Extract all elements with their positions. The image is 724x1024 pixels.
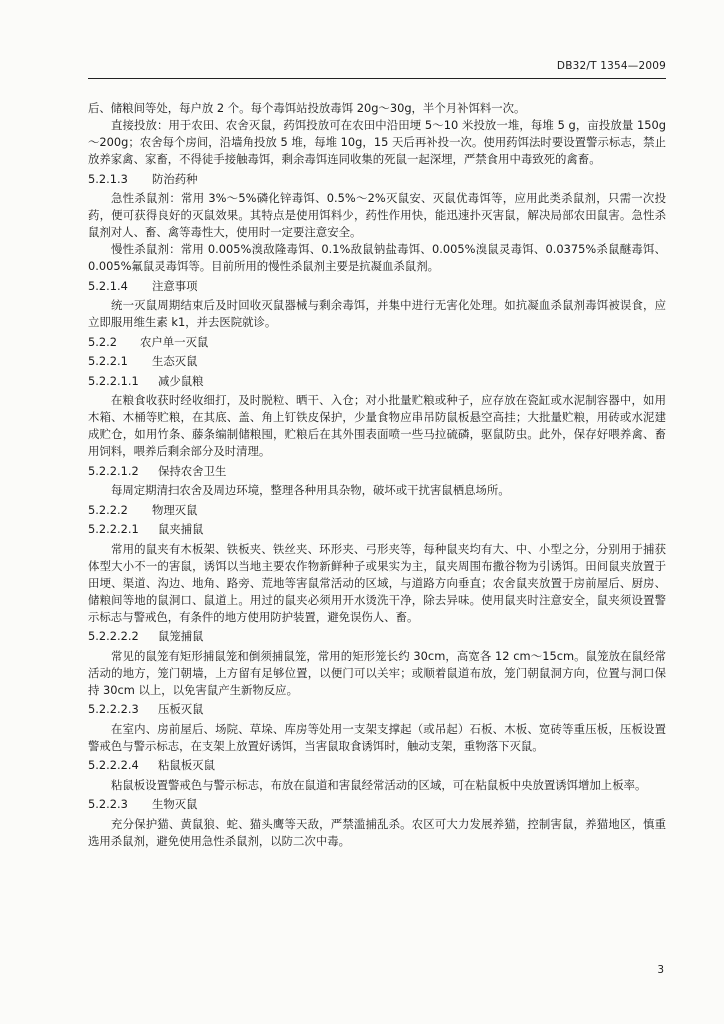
section-title: 鼠笼捕鼠 [158, 629, 204, 643]
paragraph: 在室内、房前屋后、场院、草垛、库房等处用一支架支撑起（或吊起）石板、木板、宽砖等重压板，压板设置警戒色与警示标志，在支架上放置好诱饵，当害鼠取食诱饵时，触动支架，重物落下灭鼠。 [88, 721, 666, 753]
paragraph: 统一灭鼠周期结束后及时回收灭鼠器械与剩余毒饵，并集中进行无害化处理。如抗凝血杀鼠剂毒饵被误食，应立即服用维生素 k1，并去医院就诊。 [88, 298, 666, 329]
section-heading [88, 171, 666, 188]
section-number: 5.2.1.4 [88, 278, 128, 293]
paragraph: 充分保护猫、黄鼠狼、蛇、猫头鹰等天敌，严禁滥捕乱杀。农区可大力发展养猫，控制害鼠，养猫地区，慎重选用杀鼠剂，避免使用急性杀鼠剂，以防二次中毒。 [88, 816, 666, 848]
paragraph: 粘鼠板设置警戒色与警示标志，布放在鼠道和害鼠经常活动的区域，可在粘鼠板中央放置诱饵增加上板率。 [111, 777, 647, 792]
section-heading [88, 502, 666, 519]
section-number: 5.2.2 [88, 334, 117, 349]
section-heading [88, 278, 666, 295]
section-number: 5.2.2.1.1 [88, 373, 139, 388]
standard-code: DB32/T 1354—2009 [556, 60, 666, 72]
paragraph: 慢性杀鼠剂：常用 0.005%溴敌隆毒饵、0.1%敌鼠钠盐毒饵、0.005%溴鼠灵毒饵、0.0375%杀鼠醚毒饵、0.005%氟鼠灵毒饵等。目前所用的慢性杀鼠剂主要是抗凝血杀鼠剂。 [88, 242, 666, 273]
section-title: 保持农舍卫生 [158, 463, 227, 478]
section-number: 5.2.2.2.4 [88, 758, 139, 772]
section-number: 5.2.2.1 [88, 354, 128, 368]
paragraph: 后、储粮间等处，每户放 2 个。每个毒饵站投放毒饵 20g～30g，半个月补饵料一次。 [88, 101, 526, 115]
page-number: 3 [657, 964, 664, 976]
section-number: 5.2.2.1.2 [88, 463, 139, 478]
section-title: 生态灭鼠 [152, 354, 198, 368]
section-heading [88, 353, 666, 370]
section-number: 5.2.2.2.1 [88, 522, 139, 536]
section-number: 5.2.2.3 [88, 797, 128, 811]
paragraph: 在粮食收获时经收细打，及时脱粒、晒干、入仓；对小批量贮粮或种子，应存放在瓷缸或水泥制容器中，如用木箱、木桶等贮粮，在其底、盖、角上钉铁皮保护，少量食物应串吊防鼠板悬空高挂；大批量贮粮，用砖或水泥建成贮仓，如用竹条、藤条编制储粮囤，贮粮后在其外围表面喷一些马拉硫磷，驱鼠防虫。此外，保存好喂养禽、畜用饲料，喂养后剩余部分及时清理。 [88, 393, 666, 458]
section-number: 5.2.2.2.2 [88, 629, 139, 643]
section-heading [88, 521, 666, 538]
section-heading [88, 463, 666, 480]
section-heading [88, 757, 666, 774]
section-heading [88, 701, 666, 718]
section-title: 减少鼠粮 [158, 373, 204, 388]
section-title: 注意事项 [152, 278, 198, 293]
section-heading [88, 628, 666, 645]
section-heading [88, 796, 666, 813]
paragraph: 直接投放：用于农田、农舍灭鼠，药饵投放可在农田中沿田埂 5～10 米投放一堆，每堆 5 g，亩投放量 150g～200g；农舍每个房间，沿墙角投放 5 堆，每堆 10g，15 天后再补投一次。使用药饵法时要设置警示标志，禁止放养家禽、家畜，不得徒手接触毒饵，剩余毒饵连同收集的死鼠一起深埋，严禁食用中毒致死的禽畜。 [88, 118, 666, 166]
section-heading [88, 373, 666, 390]
section-title: 农户单一灭鼠 [140, 334, 209, 349]
section-title: 物理灭鼠 [152, 502, 198, 517]
section-title: 防治药种 [152, 171, 198, 186]
paragraph: 急性杀鼠剂：常用 3%～5%磷化锌毒饵、0.5%～2%灭鼠安、灭鼠优毒饵等，应用此类杀鼠剂，只需一次投药，便可获得良好的灭鼠效果。其特点是使用饵料少，药性作用快，能迅速扑灭害鼠，解决局部农田鼠害。急性杀鼠剂对人、畜、禽等毒性大，使用时一定要注意安全。 [88, 191, 666, 239]
section-number: 5.2.2.2.3 [88, 702, 139, 716]
section-title: 鼠夹捕鼠 [158, 522, 204, 536]
header-rule [88, 78, 666, 79]
section-title: 粘鼠板灭鼠 [158, 758, 215, 772]
paragraph: 每周定期清扫农舍及周边环境，整理各种用具杂物，破坏或干扰害鼠栖息场所。 [111, 483, 510, 497]
paragraph: 常见的鼠笼有矩形捕鼠笼和倒须捕鼠笼，常用的矩形笼长约 30cm，高宽各 12 cm～15cm。鼠笼放在鼠经常活动的地方，笼门朝墙，上方留有足够位置，以便门可以关牢；或顺着鼠道布放，笼门朝鼠洞方向，位置与洞口保持 30cm 以上，以免害鼠产生新物反应。 [88, 648, 666, 697]
section-number: 5.2.2.2 [88, 502, 128, 517]
document-body [88, 100, 666, 850]
paragraph: 常用的鼠夹有木板架、铁板夹、铁丝夹、环形夹、弓形夹等，每种鼠夹均有大、中、小型之分，分别用于捕获体型大小不一的害鼠，诱饵以当地主要农作物新鲜种子或果实为主，鼠夹周围布撒谷物为引诱饵。田间鼠夹放置于田埂、渠道、沟边、地角、路旁、荒地等害鼠常活动的区域，与道路方向垂直；农舍鼠夹放置于房前屋后、厨房、储粮间等地的鼠洞口、鼠道上。用过的鼠夹必须用开水烫洗干净，除去异味。使用鼠夹时注意安全，鼠夹须设置警示标志与警戒色，有条件的地方使用防护装置，避免误伤人、畜。 [88, 541, 666, 624]
section-number: 5.2.1.3 [88, 171, 128, 186]
section-title: 压板灭鼠 [158, 702, 204, 716]
section-heading [88, 334, 666, 351]
section-title: 生物灭鼠 [152, 797, 198, 811]
